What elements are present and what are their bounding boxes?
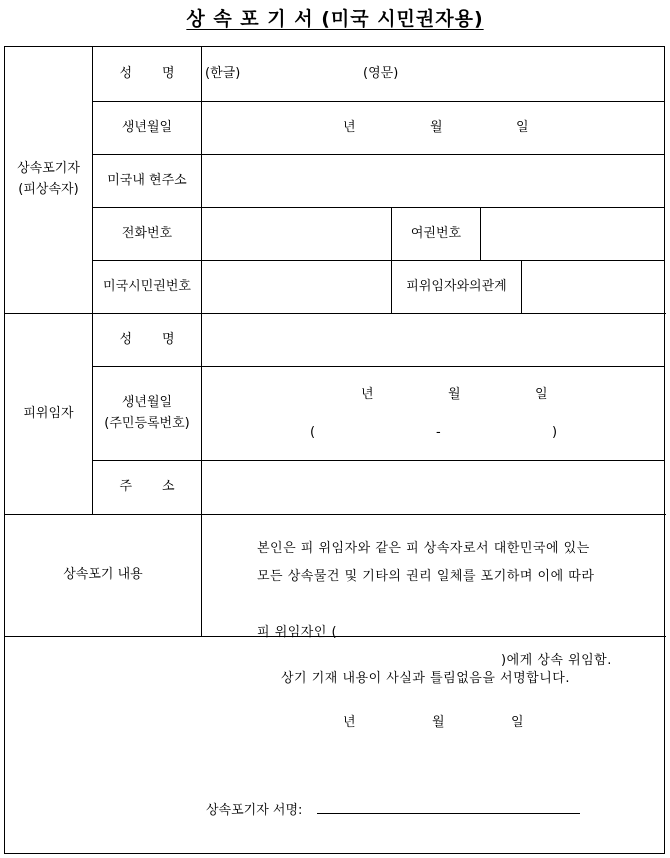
delegate-name-prefix: 피 위임자인 ( xyxy=(257,625,338,640)
content-text xyxy=(257,535,662,668)
delegate-section-label: 피위임자 xyxy=(23,405,74,421)
footer-month-label: 월 xyxy=(432,715,445,730)
attestation-statement: 상기 기재 내용이 사실과 틀림없음을 서명합니다. xyxy=(281,671,570,686)
day-label: 일 xyxy=(535,387,548,402)
delegate-address-field[interactable] xyxy=(202,461,665,514)
name-english-label: (영문) xyxy=(363,65,399,81)
delegate-birth-label xyxy=(93,367,201,460)
year-label: 년 xyxy=(361,387,374,402)
delegate-name-label: 성명 xyxy=(119,331,205,347)
registration-number-label: (주민등록번호) xyxy=(104,415,190,431)
name-english-field[interactable] xyxy=(363,47,563,101)
renouncer-label: 상속포기자 xyxy=(17,161,80,177)
name-korean-label: (한글) xyxy=(205,65,241,81)
renouncer-section-label xyxy=(5,47,92,313)
content-line-1: 본인은 피 위임자와 같은 피 상속자로서 대한민국에 있는 xyxy=(257,541,590,556)
signature-line[interactable] xyxy=(317,813,580,814)
renouncer-birth-label: 생년월일 xyxy=(121,119,173,135)
renouncer-address-field[interactable] xyxy=(202,155,665,207)
content-line-3 xyxy=(257,591,662,668)
citizen-number-field[interactable] xyxy=(202,261,391,313)
renouncer-name-label: 성명 xyxy=(119,65,205,81)
form-table xyxy=(4,46,665,854)
birth-label: 생년월일 xyxy=(121,394,173,410)
day-label: 일 xyxy=(516,119,529,135)
id-dash: - xyxy=(436,425,441,440)
delegate-name-suffix: )에게 상속 위임함. xyxy=(501,653,612,668)
delegate-birth-field[interactable] xyxy=(202,367,665,460)
document-title: 상 속 포 기 서 (미국 시민권자용) xyxy=(186,8,484,30)
delegate-address-label: 주소 xyxy=(119,479,205,495)
footer-day-label: 일 xyxy=(511,715,524,730)
id-open-paren: ( xyxy=(310,425,316,440)
renouncer-birth-field[interactable] xyxy=(202,102,665,154)
signature-label: 상속포기자 서명: xyxy=(206,803,303,818)
passport-label: 여권번호 xyxy=(410,225,462,241)
content-line-2: 모든 상속물건 및 기타의 권리 일체를 포기하며 이에 따라 xyxy=(257,569,595,584)
delegate-name-field[interactable] xyxy=(202,314,665,366)
year-label: 년 xyxy=(343,119,356,135)
month-label: 월 xyxy=(430,119,443,135)
id-close-paren: ) xyxy=(552,425,558,440)
content-label: 상속포기 내용 xyxy=(63,567,143,583)
relation-label: 피위임자와의관계 xyxy=(406,278,507,294)
passport-field[interactable] xyxy=(481,208,665,260)
citizen-number-label: 미국시민권번호 xyxy=(103,278,191,294)
renouncer-sublabel: (피상속자) xyxy=(18,182,79,197)
footer-year-label: 년 xyxy=(343,715,356,730)
month-label: 월 xyxy=(448,387,461,402)
relation-field[interactable] xyxy=(522,261,665,313)
renouncer-address-label: 미국내 현주소 xyxy=(107,172,187,188)
phone-field[interactable] xyxy=(202,208,391,260)
phone-label: 전화번호 xyxy=(121,225,173,241)
